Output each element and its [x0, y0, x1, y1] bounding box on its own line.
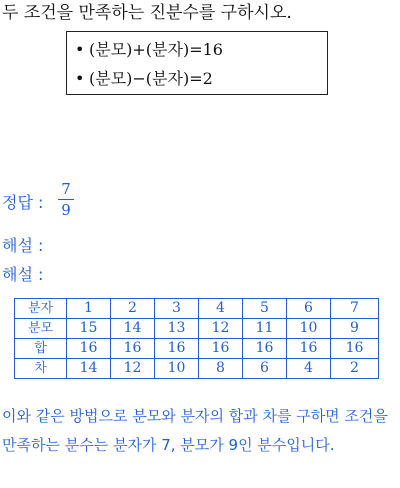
table-cell: 16: [331, 339, 379, 359]
condition-text: (분모)+(분자)=16: [89, 40, 223, 59]
condition-text: (분모)−(분자)=2: [89, 69, 213, 88]
table-cell: 16: [67, 339, 111, 359]
explanation-label: 해설 :: [2, 236, 44, 255]
table-cell: 8: [199, 359, 243, 379]
table-cell: 16: [243, 339, 287, 359]
bullet-icon: •: [75, 69, 85, 88]
table-row: [15, 299, 379, 319]
table-cell: 16: [111, 339, 155, 359]
table-cell: 13: [155, 319, 199, 339]
table-cell: 3: [155, 299, 199, 319]
row-header: 분자: [15, 299, 67, 319]
table-cell: 14: [111, 319, 155, 339]
bullet-icon: •: [75, 40, 85, 59]
fraction-denominator: 9: [61, 201, 71, 219]
table-cell: 10: [287, 319, 331, 339]
explanation-text: 이와 같은 방법으로 분모와 분자의 합과 차를 구하면 조건을 만족하는 분수는 분자가 7, 분모가 9인 분수입니다.: [2, 407, 388, 454]
explanation-label: 해설 :: [2, 265, 44, 284]
table-cell: 4: [287, 359, 331, 379]
table-cell: 2: [331, 359, 379, 379]
table-cell: 16: [155, 339, 199, 359]
table-cell: 11: [243, 319, 287, 339]
table-cell: 10: [155, 359, 199, 379]
table-cell: 2: [111, 299, 155, 319]
answer-label: 정답 :: [2, 193, 44, 212]
table-cell: 12: [199, 319, 243, 339]
conditions-box: [66, 31, 328, 95]
table-row: [15, 319, 379, 339]
fraction-numerator: 7: [61, 180, 71, 198]
table-cell: 16: [287, 339, 331, 359]
condition-item: [75, 40, 223, 60]
row-header: 합: [15, 339, 67, 359]
fraction-bar: [58, 199, 74, 200]
table-row: [15, 359, 379, 379]
answer-fraction: [58, 180, 74, 219]
table-cell: 15: [67, 319, 111, 339]
table-cell: 1: [67, 299, 111, 319]
table-cell: 6: [287, 299, 331, 319]
table-cell: 9: [331, 319, 379, 339]
condition-item: [75, 69, 213, 89]
row-header: 차: [15, 359, 67, 379]
numerator-denominator-table: [14, 298, 379, 379]
table-cell: 12: [111, 359, 155, 379]
table-row: [15, 339, 379, 359]
table-cell: 14: [67, 359, 111, 379]
table-cell: 5: [243, 299, 287, 319]
table-cell: 16: [199, 339, 243, 359]
table-cell: 7: [331, 299, 379, 319]
question-text: 두 조건을 만족하는 진분수를 구하시오.: [2, 3, 292, 23]
table-cell: 4: [199, 299, 243, 319]
row-header: 분모: [15, 319, 67, 339]
table-cell: 6: [243, 359, 287, 379]
